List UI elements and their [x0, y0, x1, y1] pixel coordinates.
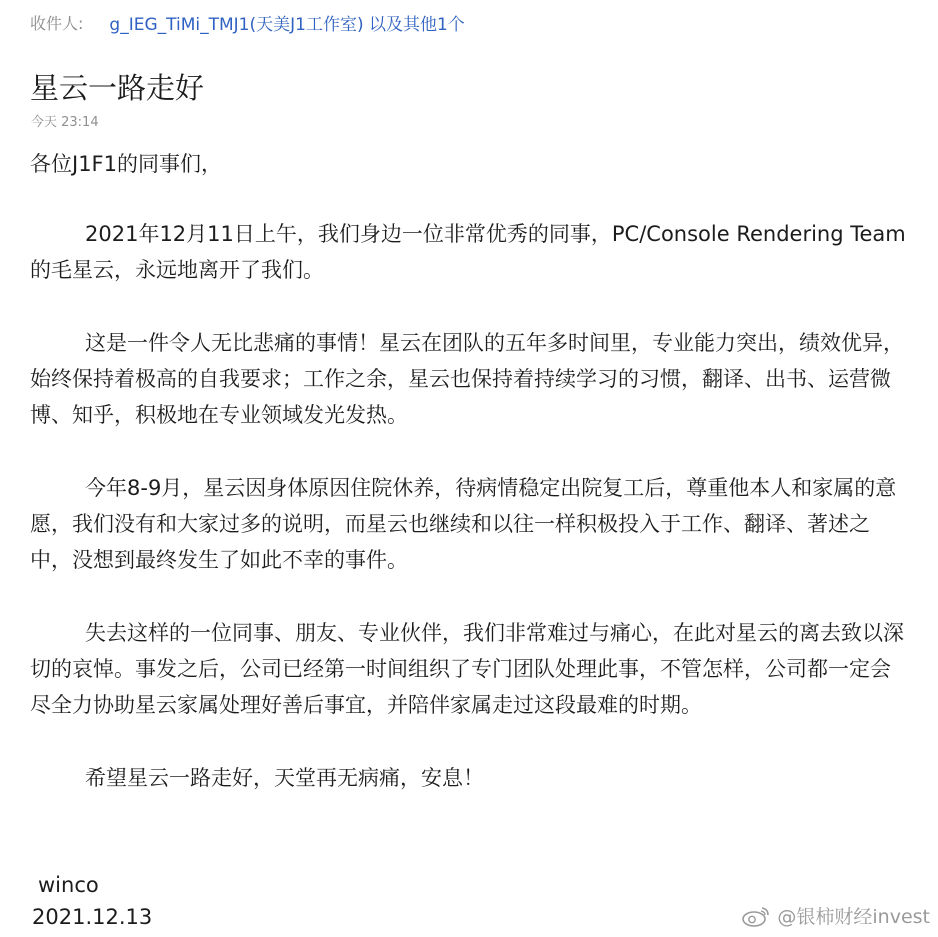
body-paragraph: 今年8-9月，星云因身体原因住院休养，待病情稳定出院复工后，尊重他本人和家属的意愿，我们没有和大家过多的说明，而星云也继续和以往一样积极投入于工作、翻译、著述之中，没想到最终发生了如此不幸的事件。: [30, 476, 897, 572]
recipient-link[interactable]: g_IEG_TiMi_TMJ1(天美J1工作室) 以及其他1个: [109, 14, 465, 35]
watermark: [741, 902, 930, 929]
email-timestamp: 今天 23:14: [31, 115, 99, 130]
recipient-label: 收件人:: [30, 13, 84, 33]
signature-name: winco: [38, 873, 99, 897]
body-paragraph: 希望星云一路走好，天堂再无病痛，安息！: [85, 766, 484, 790]
signature-date: 2021.12.13: [32, 905, 153, 929]
body-paragraph: 2021年12月11日上午，我们身边一位非常优秀的同事，PC/Console Rendering Team的毛星云，永远地离开了我们。: [30, 222, 906, 282]
watermark-text: @银柿财经invest: [777, 906, 930, 928]
recipient-row: [30, 8, 465, 36]
email-body: [30, 146, 910, 796]
weibo-icon: [741, 905, 771, 927]
body-paragraph: 这是一件令人无比悲痛的事情！星云在团队的五年多时间里，专业能力突出，绩效优异，始终保持着极高的自我要求；工作之余，星云也保持着持续学习的习惯，翻译、出书、运营微博、知乎，积极地在专业领域发光发热。: [30, 331, 904, 427]
body-paragraph: 失去这样的一位同事、朋友、专业伙伴，我们非常难过与痛心，在此对星云的离去致以深切的哀悼。事发之后，公司已经第一时间组织了专门团队处理此事，不管怎样，公司都一定会尽全力协助星云家属处理好善后事宜，并陪伴家属走过这段最难的时期。: [30, 621, 904, 717]
email-subject: 星云一路走好: [30, 71, 205, 105]
greeting: 各位J1F1的同事们，: [30, 152, 222, 176]
